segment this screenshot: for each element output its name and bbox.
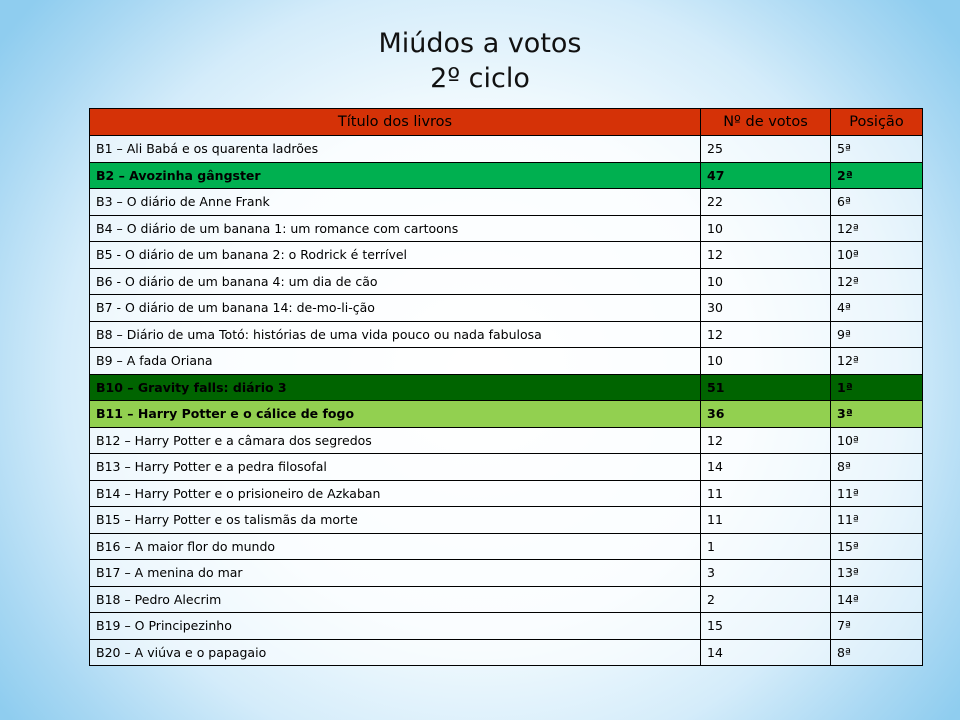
book-title-cell: B2 – Avozinha gângster [90,162,701,189]
votes-cell: 3 [701,560,831,587]
book-title-cell: B5 - O diário de um banana 2: o Rodrick é terrível [90,242,701,269]
book-title-cell: B1 – Ali Babá e os quarenta ladrões [90,136,701,163]
table-row [90,454,923,481]
table-row [90,162,923,189]
votes-cell: 12 [701,242,831,269]
votes-cell: 36 [701,401,831,428]
book-title-cell: B4 – O diário de um banana 1: um romance com cartoons [90,215,701,242]
votes-cell: 10 [701,215,831,242]
position-cell: 10ª [831,242,923,269]
position-cell: 13ª [831,560,923,587]
votes-cell: 47 [701,162,831,189]
votes-cell: 51 [701,374,831,401]
book-title-cell: B18 – Pedro Alecrim [90,586,701,613]
slide-subtitle: 2º ciclo [430,63,530,94]
table-row [90,507,923,534]
position-cell: 12ª [831,268,923,295]
votes-cell: 12 [701,321,831,348]
votes-cell: 11 [701,507,831,534]
position-cell: 7ª [831,613,923,640]
table-row [90,560,923,587]
votes-table [89,108,923,666]
table-row [90,639,923,666]
book-title-cell: B6 - O diário de um banana 4: um dia de cão [90,268,701,295]
position-cell: 12ª [831,348,923,375]
book-title-cell: B11 – Harry Potter e o cálice de fogo [90,401,701,428]
book-title-cell: B13 – Harry Potter e a pedra filosofal [90,454,701,481]
votes-cell: 2 [701,586,831,613]
votes-cell: 22 [701,189,831,216]
votes-cell: 15 [701,613,831,640]
votes-cell: 1 [701,533,831,560]
table-row [90,348,923,375]
position-cell: 8ª [831,454,923,481]
table-row [90,242,923,269]
table-row [90,321,923,348]
book-title-cell: B9 – A fada Oriana [90,348,701,375]
table-row [90,480,923,507]
book-title-cell: B16 – A maior flor do mundo [90,533,701,560]
table-row [90,427,923,454]
book-title-cell: B17 – A menina do mar [90,560,701,587]
position-cell: 4ª [831,295,923,322]
votes-cell: 25 [701,136,831,163]
votes-cell: 30 [701,295,831,322]
votes-cell: 14 [701,454,831,481]
votes-cell: 12 [701,427,831,454]
book-title-cell: B3 – O diário de Anne Frank [90,189,701,216]
position-cell: 11ª [831,480,923,507]
table-row [90,268,923,295]
votes-cell: 10 [701,268,831,295]
book-title-cell: B10 – Gravity falls: diário 3 [90,374,701,401]
position-cell: 10ª [831,427,923,454]
table-row [90,215,923,242]
position-cell: 15ª [831,533,923,560]
table-row [90,189,923,216]
table-row [90,374,923,401]
book-title-cell: B19 – O Principezinho [90,613,701,640]
position-cell: 11ª [831,507,923,534]
book-title-cell: B8 – Diário de uma Totó: histórias de uma vida pouco ou nada fabulosa [90,321,701,348]
position-cell: 6ª [831,189,923,216]
book-title-cell: B12 – Harry Potter e a câmara dos segredos [90,427,701,454]
position-cell: 8ª [831,639,923,666]
position-cell: 12ª [831,215,923,242]
table-row [90,613,923,640]
table-row [90,586,923,613]
table-row [90,401,923,428]
table-header-row [90,109,923,136]
position-cell: 3ª [831,401,923,428]
table-row [90,295,923,322]
header-votes: Nº de votos [701,109,831,136]
book-title-cell: B14 – Harry Potter e o prisioneiro de Azkaban [90,480,701,507]
votes-cell: 10 [701,348,831,375]
header-position: Posição [831,109,923,136]
header-book-title: Título dos livros [90,109,701,136]
position-cell: 2ª [831,162,923,189]
position-cell: 5ª [831,136,923,163]
book-title-cell: B15 – Harry Potter e os talismãs da morte [90,507,701,534]
votes-cell: 11 [701,480,831,507]
book-title-cell: B20 – A viúva e o papagaio [90,639,701,666]
votes-cell: 14 [701,639,831,666]
position-cell: 9ª [831,321,923,348]
book-title-cell: B7 - O diário de um banana 14: de-mo-li-ção [90,295,701,322]
slide-title: Miúdos a votos [378,28,582,59]
table-row [90,136,923,163]
position-cell: 1ª [831,374,923,401]
position-cell: 14ª [831,586,923,613]
table-row [90,533,923,560]
